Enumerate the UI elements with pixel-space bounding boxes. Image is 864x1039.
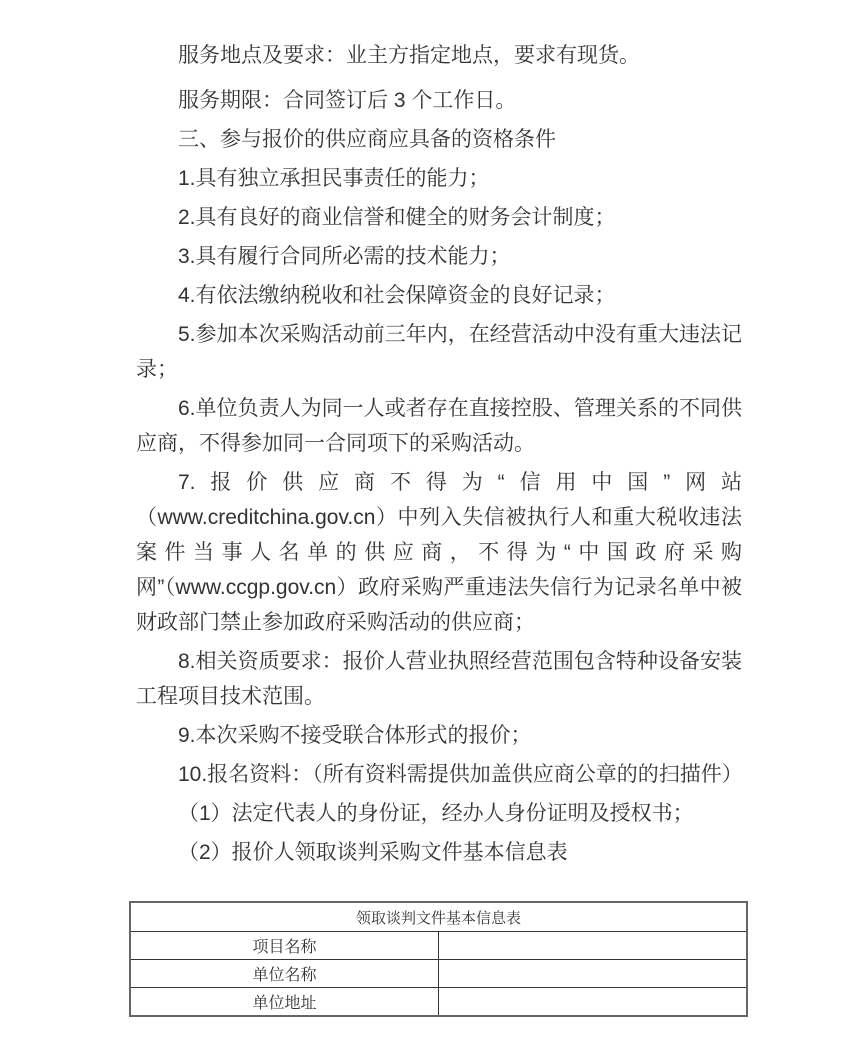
table-row-project-name bbox=[130, 932, 747, 960]
row-label-project-name: 项目名称 bbox=[130, 932, 439, 960]
table-title-row bbox=[130, 902, 747, 932]
attachment-item-1: （1）法定代表人的身份证，经办人身份证明及授权书； bbox=[178, 802, 694, 825]
service-location-paragraph: 服务地点及要求：业主方指定地点，要求有现货。 bbox=[178, 44, 640, 67]
qualification-item-1: 1.具有独立承担民事责任的能力； bbox=[178, 167, 490, 190]
row-label-unit-name: 单位名称 bbox=[130, 960, 439, 988]
table-row-unit-name bbox=[130, 960, 747, 988]
service-period-paragraph: 服务期限：合同签订后 3 个工作日。 bbox=[178, 89, 517, 112]
table-title: 领取谈判文件基本信息表 bbox=[130, 902, 747, 932]
table-row-unit-address bbox=[130, 988, 747, 1017]
qualification-item-2: 2.具有良好的商业信誉和健全的财务会计制度； bbox=[178, 206, 616, 229]
row-value-unit-name bbox=[439, 960, 748, 988]
attachment-item-2: （2）报价人领取谈判采购文件基本信息表 bbox=[178, 841, 568, 864]
qualification-item-10: 10.报名资料：（所有资料需提供加盖供应商公章的的扫描件） bbox=[178, 763, 743, 786]
qualification-item-8: 8.相关资质要求：报价人营业执照经营范围包含特种设备安装工程项目技术范围。 bbox=[136, 650, 742, 708]
qualification-item-4: 4.有依法缴纳税收和社会保障资金的良好记录； bbox=[178, 284, 616, 307]
section-three-heading: 三、参与报价的供应商应具备的资格条件 bbox=[178, 128, 556, 151]
qualification-item-9: 9.本次采购不接受联合体形式的报价； bbox=[178, 724, 532, 747]
qualification-item-6: 6.单位负责人为同一人或者存在直接控股、管理关系的不同供应商，不得参加同一合同项下的采购活动。 bbox=[136, 397, 742, 455]
qualification-item-5: 5.参加本次采购活动前三年内，在经营活动中没有重大违法记录； bbox=[136, 323, 742, 381]
basic-info-table bbox=[129, 901, 748, 1017]
row-label-unit-address: 单位地址 bbox=[130, 988, 439, 1017]
row-value-unit-address bbox=[439, 988, 748, 1017]
qualification-item-3: 3.具有履行合同所必需的技术能力； bbox=[178, 245, 511, 268]
row-value-project-name bbox=[439, 932, 748, 960]
qualification-item-7: 7.报价供应商不得为“信用中国”网站（www.creditchina.gov.cn）中列入失信被执行人和重大税收违法案件当事人名单的供应商，不得为“中国政府采购网”（www.ccgp.gov.cn）政府采购严重违法失信行为记录名单中被财政部门禁止参加政府采购活动的供应商； bbox=[136, 471, 742, 634]
document-body bbox=[136, 38, 742, 874]
